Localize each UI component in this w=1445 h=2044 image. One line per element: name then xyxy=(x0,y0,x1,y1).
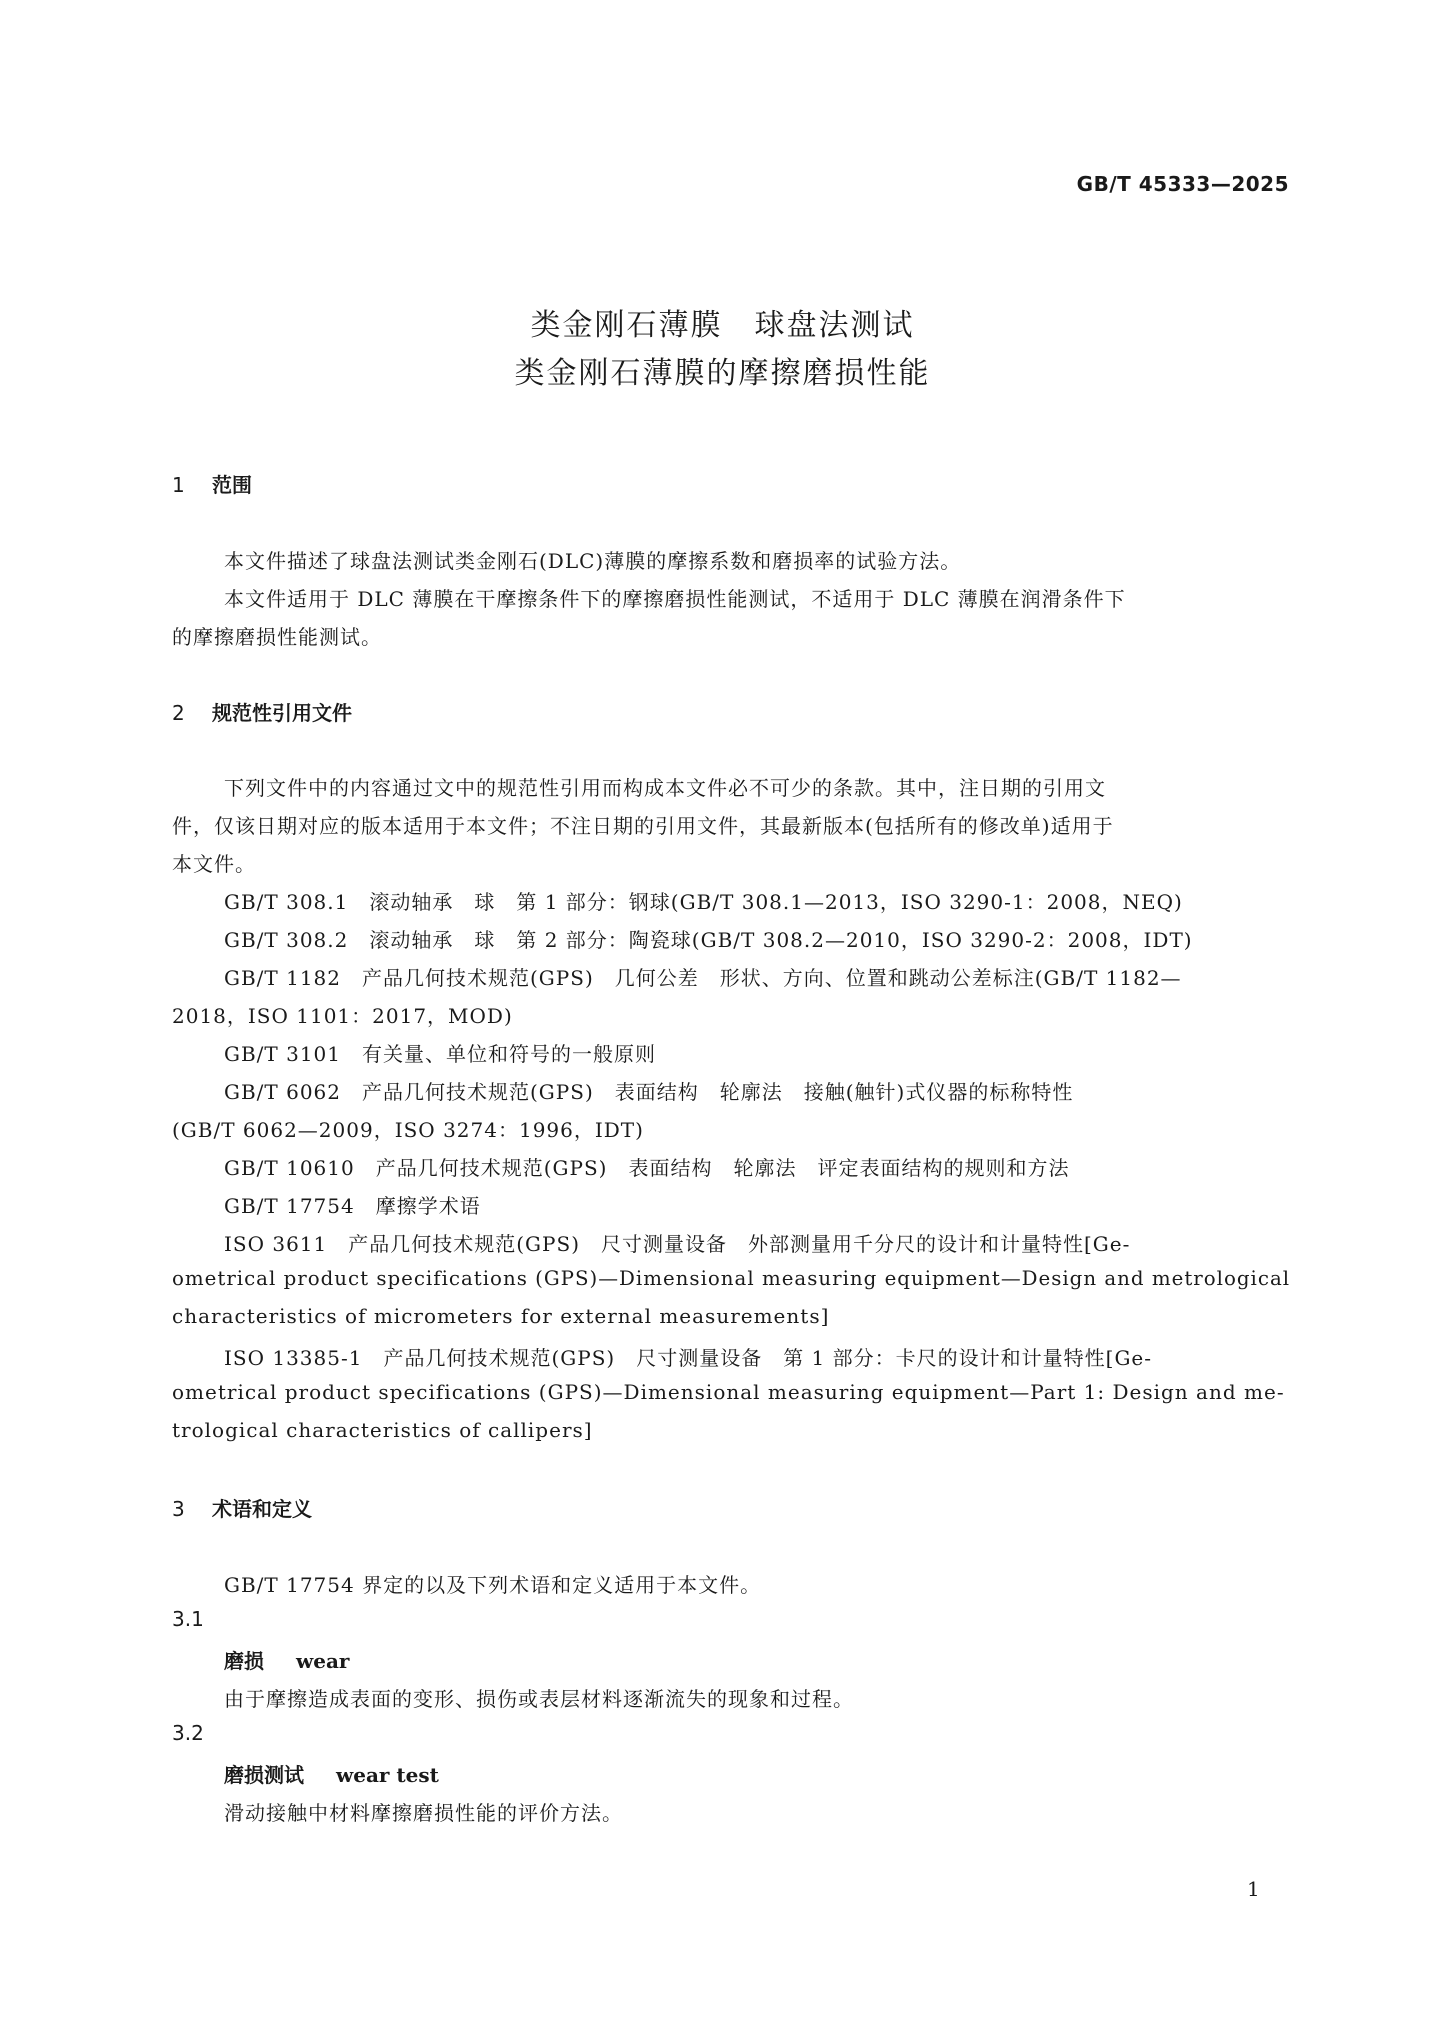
references-intro-line-1: 下列文件中的内容通过文中的规范性引用而构成本文件必不可少的条款。其中，注日期的引用文 xyxy=(224,776,1106,800)
term-definition: 由于摩擦造成表面的变形、损伤或表层材料逐渐流失的现象和过程。 xyxy=(224,1687,854,1711)
scope-paragraph-2-line-2: 的摩擦磨损性能测试。 xyxy=(172,625,382,649)
section-heading-normative-references xyxy=(172,697,352,726)
scope-paragraph-1: 本文件描述了球盘法测试类金刚石(DLC)薄膜的摩擦系数和磨损率的试验方法。 xyxy=(224,549,962,573)
reference-item: GB/T 10610 产品几何技术规范(GPS) 表面结构 轮廓法 评定表面结构的规则和方法 xyxy=(224,1156,1070,1180)
reference-item: ISO 3611 产品几何技术规范(GPS) 尺寸测量设备 外部测量用千分尺的设计和计量特性[Ge- xyxy=(224,1232,1131,1256)
term-zh: 磨损 xyxy=(224,1649,264,1673)
references-intro-line-2: 件，仅该日期对应的版本适用于本文件；不注日期的引用文件，其最新版本(包括所有的修改单)适用于 xyxy=(172,814,1114,838)
reference-item: ISO 13385-1 产品几何技术规范(GPS) 尺寸测量设备 第 1 部分：卡尺的设计和计量特性[Ge- xyxy=(224,1346,1153,1370)
reference-item: GB/T 308.2 滚动轴承 球 第 2 部分：陶瓷球(GB/T 308.2—2010，ISO 3290-2：2008，IDT) xyxy=(224,928,1193,952)
section-number: 1 xyxy=(172,473,185,497)
reference-item-continuation: trological characteristics of callipers] xyxy=(172,1418,593,1442)
section-title: 术语和定义 xyxy=(212,1497,312,1521)
section-heading-terms-and-definitions xyxy=(172,1493,312,1522)
reference-item-continuation: (GB/T 6062—2009，ISO 3274：1996，IDT) xyxy=(172,1118,644,1142)
section-heading-scope xyxy=(172,469,252,498)
reference-item-continuation: 2018，ISO 1101：2017，MOD) xyxy=(172,1004,513,1028)
term-number: 3.2 xyxy=(172,1721,204,1745)
reference-item: GB/T 308.1 滚动轴承 球 第 1 部分：钢球(GB/T 308.1—2013，ISO 3290-1：2008，NEQ) xyxy=(224,890,1183,914)
term-en: wear xyxy=(296,1649,350,1673)
page-number: 1 xyxy=(1247,1877,1260,1901)
document-title-line-2: 类金刚石薄膜的摩擦磨损性能 xyxy=(514,356,931,391)
terms-intro: GB/T 17754 界定的以及下列术语和定义适用于本文件。 xyxy=(224,1573,762,1597)
reference-item: GB/T 1182 产品几何技术规范(GPS) 几何公差 形状、方向、位置和跳动公差标注(GB/T 1182— xyxy=(224,966,1182,990)
term-entry xyxy=(224,1645,349,1674)
references-intro-line-3: 本文件。 xyxy=(172,852,256,876)
section-title: 范围 xyxy=(212,473,252,497)
standard-number: GB/T 45333—2025 xyxy=(1076,172,1289,196)
document-title-line-1: 类金刚石薄膜 球盘法测试 xyxy=(530,308,915,343)
reference-item: GB/T 6062 产品几何技术规范(GPS) 表面结构 轮廓法 接触(触针)式仪器的标称特性 xyxy=(224,1080,1074,1104)
reference-item-continuation: characteristics of micrometers for external measurements] xyxy=(172,1304,830,1328)
term-zh: 磨损测试 xyxy=(224,1763,304,1787)
term-entry xyxy=(224,1759,439,1788)
reference-item: GB/T 3101 有关量、单位和符号的一般原则 xyxy=(224,1042,657,1066)
term-number: 3.1 xyxy=(172,1607,204,1631)
reference-item-continuation: ometrical product specifications (GPS)—Dimensional measuring equipment—Part 1: Design and me- xyxy=(172,1380,1285,1404)
scope-paragraph-2-line-1: 本文件适用于 DLC 薄膜在干摩擦条件下的摩擦磨损性能测试，不适用于 DLC 薄膜在润滑条件下 xyxy=(224,587,1126,611)
reference-item-continuation: ometrical product specifications (GPS)—Dimensional measuring equipment—Design and metrological xyxy=(172,1266,1291,1290)
term-en: wear test xyxy=(336,1763,439,1787)
section-number: 2 xyxy=(172,701,185,725)
term-definition: 滑动接触中材料摩擦磨损性能的评价方法。 xyxy=(224,1801,623,1825)
reference-item: GB/T 17754 摩擦学术语 xyxy=(224,1194,481,1218)
section-number: 3 xyxy=(172,1497,185,1521)
section-title: 规范性引用文件 xyxy=(212,701,352,725)
